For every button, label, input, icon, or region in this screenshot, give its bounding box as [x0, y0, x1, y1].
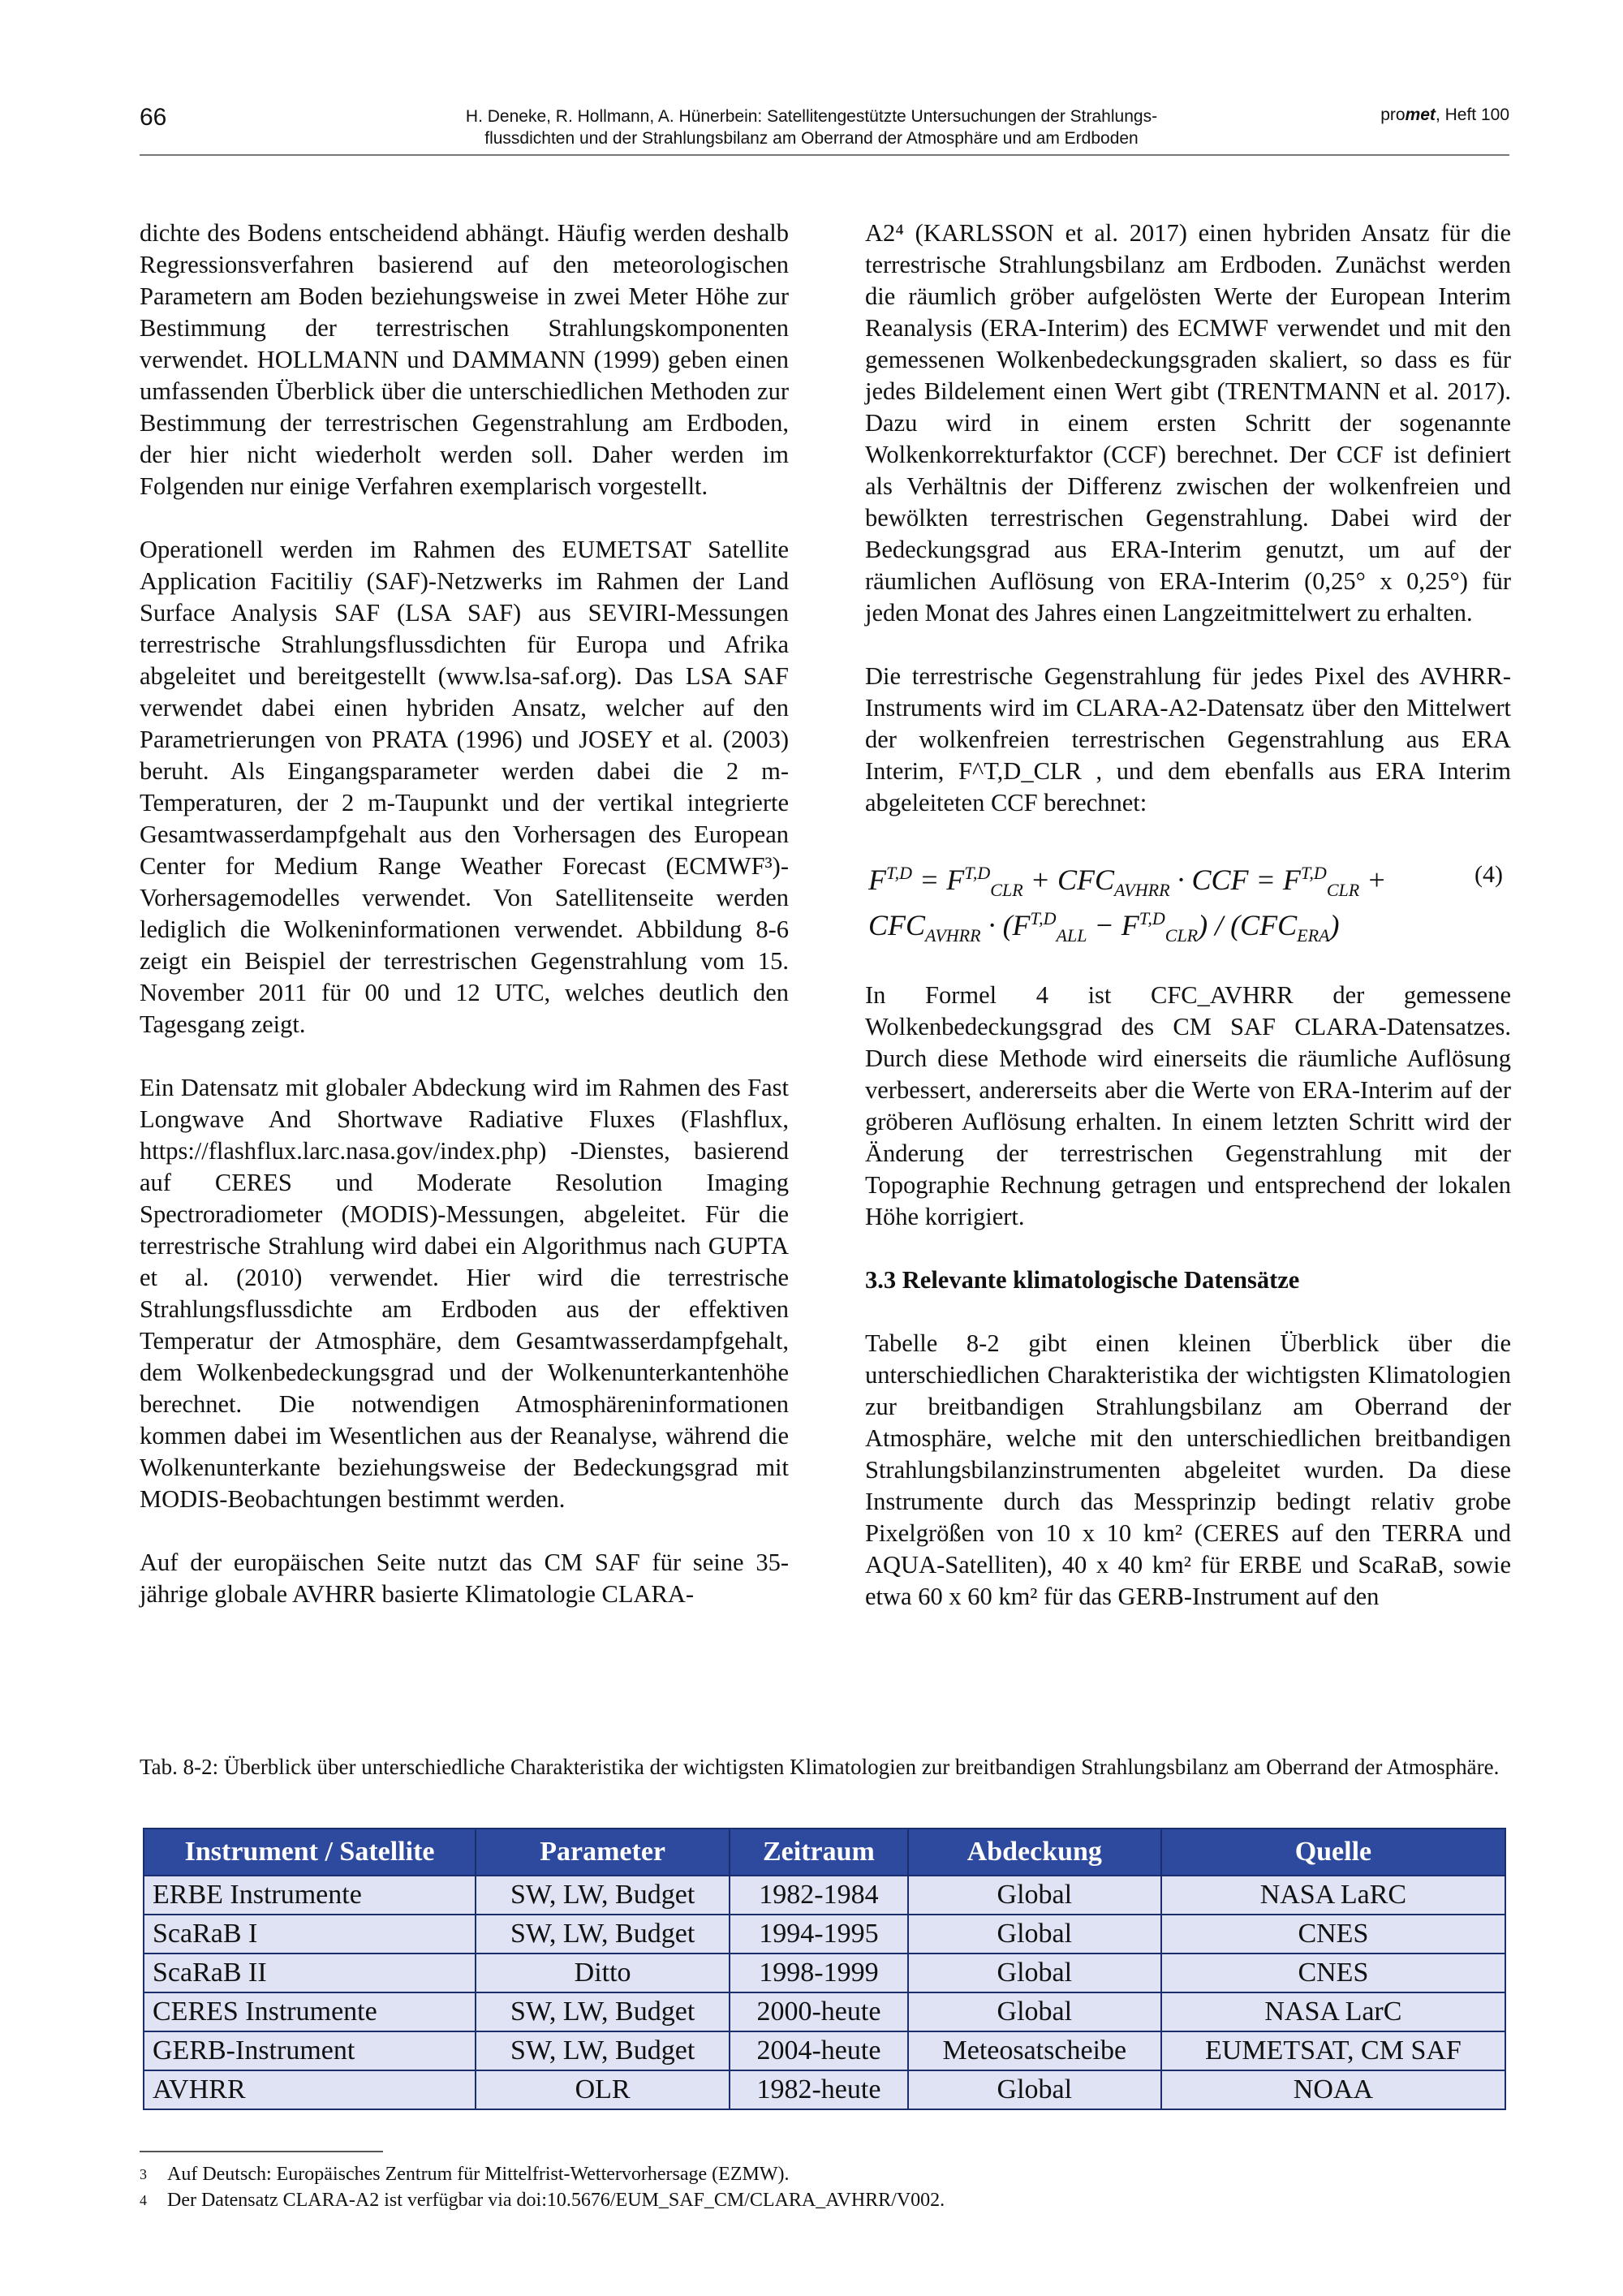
- cell-abdeckung: Global: [908, 2070, 1161, 2109]
- left-paragraph-1: dichte des Bodens entscheidend abhängt. Häufig werden deshalb Regressionsverfahren basierend auf den meteorologischen Parametern am Boden beziehungsweise in zwei Meter Höhe zur Bestimmung der terrestrischen Strahlungskomponenten verwendet. HOLLMANN und DAMMANN (1999) geben einen umfassenden Überblick über die unterschiedlichen Methoden zur Bestimmung der terrestrischen Gegenstrahlung am Erdboden, der hier nicht wiederholt werden soll. Daher werden im Folgenden nur einige Verfahren exemplarisch vorgestellt.: [140, 219, 789, 500]
- header-divider: [140, 154, 1509, 156]
- publication-pro: pro: [1380, 106, 1406, 124]
- header-zeitraum: Zeitraum: [730, 1829, 908, 1876]
- publication-name: [1380, 106, 1509, 125]
- header-abdeckung: Abdeckung: [908, 1829, 1161, 1876]
- cell-zeitraum: 1998-1999: [730, 1954, 908, 1992]
- cell-quelle: CNES: [1161, 1915, 1505, 1954]
- cell-instrument: AVHRR: [144, 2070, 476, 2109]
- cell-abdeckung: Global: [908, 1876, 1161, 1915]
- table-row: [144, 1992, 1505, 2031]
- left-paragraph-2: Operationell werden im Rahmen des EUMETSAT Satellite Application Facitiliy (SAF)-Netzwerks im Rahmen der Land Surface Analysis SAF (LSA SAF) aus SEVIRI-Messungen terrestrische Strahlungsflussdichten für Europa und Afrika abgeleitet und bereitgestellt (www.lsa-saf.org). Das LSA SAF verwendet dabei einen hybriden Ansatz, welcher auf den Parametrierungen von PRATA (1996) und JOSEY et al. (2003) beruht. Als Eingangsparameter werden dabei die 2 m-Temperaturen, der 2 m-Taupunkt und der vertikal integrierte Gesamtwasserdampfgehalt aus den Vorhersagen des European Center for Medium Range Weather Forecast (ECMWF³)-Vorhersagemodelles verwendet. Von Satellitenseite werden lediglich die Wolkeninformationen verwendet. Abbildung 8-6 zeigt ein Beispiel der terrestrischen Gegenstrahlung vom 15. November 2011 für 00 und 12 UTC, welches deutlich den Tagesgang zeigt.: [140, 536, 789, 1038]
- formula-4: [865, 851, 1511, 948]
- publication-issue: , Heft 100: [1435, 106, 1509, 124]
- cell-quelle: EUMETSAT, CM SAF: [1161, 2031, 1505, 2070]
- footnote-text: Der Datensatz CLARA-A2 ist verfügbar via doi:10.5676/EUM_SAF_CM/CLARA_AVHRR/V002.: [167, 2190, 945, 2211]
- running-title-line-1: H. Deneke, R. Hollmann, A. Hünerbein: Satellitengestützte Untersuchungen der Strahlungs-: [465, 107, 1158, 126]
- header-instrument: Instrument / Satellite: [144, 1829, 476, 1876]
- table-row: [144, 2070, 1505, 2109]
- right-paragraph-2: Die terrestrische Gegenstrahlung für jedes Pixel des AVHRR-Instruments wird im CLARA-A2-Datensatz über den Mittelwert der wolkenfreien terrestrischen Gegenstrahlung aus ERA Interim, F^T,D_CLR , und dem ebenfalls aus ERA Interim abgeleiteten CCF berechnet:: [865, 662, 1511, 816]
- footnote-text: Auf Deutsch: Europäisches Zentrum für Mittelfrist-Wettervorhersage (EZMW).: [167, 2164, 790, 2185]
- table-row: [144, 1876, 1505, 1915]
- publication-met: met: [1405, 106, 1436, 124]
- left-column: [140, 218, 789, 1642]
- cell-parameter: Ditto: [476, 1954, 730, 1992]
- cell-instrument: ScaRaB I: [144, 1915, 476, 1954]
- cell-parameter: SW, LW, Budget: [476, 1915, 730, 1954]
- right-paragraph-4: Tabelle 8-2 gibt einen kleinen Überblick über die unterschiedlichen Charakteristika der wichtigsten Klimatologien zur breitbandigen Strahlungsbilanz am Oberrand der Atmosphäre, welche mit den unterschiedlichen breitbandigen Strahlungsbilanzinstrumenten abgeleitet wurden. Da diese Instrumente durch das Messprinzip bedingt relativ grobe Pixelgrößen von 10 x 10 km² (CERES auf den TERRA und AQUA-Satelliten), 40 x 40 km² für ERBE und ScaRaB, sowie etwa 60 x 60 km² für das GERB-Instrument auf den: [865, 1329, 1511, 1610]
- table-row: [144, 2031, 1505, 2070]
- left-paragraph-4: Auf der europäischen Seite nutzt das CM SAF für seine 35-jährige globale AVHRR basierte Klimatologie CLARA-: [140, 1549, 789, 1608]
- left-paragraph-3: Ein Datensatz mit globaler Abdeckung wird im Rahmen des Fast Longwave And Shortwave Radiative Fluxes (Flashflux, https://flashflux.larc.nasa.gov/index.php) -Dienstes, basierend auf CERES und Moderate Resolution Imaging Spectroradiometer (MODIS)-Messungen, abgeleitet. Für die terrestrische Strahlung wird dabei ein Algorithmus nach GUPTA et al. (2010) verwendet. Hier wird die terrestrische Strahlungsflussdichte am Erdboden aus der effektiven Temperatur der Atmosphäre, dem Gesamtwasserdampfgehalt, dem Wolkenbedeckungsgrad und der Wolkenunterkantenhöhe berechnet. Die notwendigen Atmosphäreninformationen kommen dabei im Wesentlichen aus der Reanalyse, während die Wolkenunterkante beziehungsweise der Bedeckungsgrad mit MODIS-Beobachtungen bestimmt werden.: [140, 1074, 789, 1513]
- cell-instrument: ERBE Instrumente: [144, 1876, 476, 1915]
- header-parameter: Parameter: [476, 1829, 730, 1876]
- cell-abdeckung: Global: [908, 1954, 1161, 1992]
- footnote-mark: 3: [140, 2166, 147, 2182]
- formula-number: (4): [1474, 861, 1503, 888]
- page-number: 66: [140, 104, 167, 131]
- cell-parameter: SW, LW, Budget: [476, 1876, 730, 1915]
- table-row: [144, 1915, 1505, 1954]
- formula-line-1: $F^{T,D} = F^{T,D}_{CLR} + CFC_{AVHRR}$ · CCF = $F^{T,D}_{CLR}$ +: [868, 863, 1387, 901]
- running-title-line-2: flussdichten und der Strahlungsbilanz am Oberrand der Atmosphäre und am Erdboden: [484, 129, 1139, 148]
- right-paragraph-3: In Formel 4 ist CFC_AVHRR der gemessene Wolkenbedeckungsgrad des CM SAF CLARA-Datensatzes. Durch diese Methode wird einerseits die räumliche Auflösung verbessert, andererseits aber die Werte von ERA-Interim auf der gröberen Auflösung erhalten. In einem letzten Schritt wird der Änderung der terrestrischen Gegenstrahlung mit der Topographie Rechnung getragen und entsprechend der lokalen Höhe korrigiert.: [865, 981, 1511, 1230]
- climatology-table: [143, 1828, 1506, 2110]
- footnote-mark: 4: [140, 2192, 147, 2208]
- cell-zeitraum: 2000-heute: [730, 1992, 908, 2031]
- cell-quelle: NASA LarC: [1161, 1992, 1505, 2031]
- footnote-divider: [140, 2151, 383, 2152]
- cell-parameter: SW, LW, Budget: [476, 2031, 730, 2070]
- cell-instrument: GERB-Instrument: [144, 2031, 476, 2070]
- cell-parameter: OLR: [476, 2070, 730, 2109]
- cell-zeitraum: 1982-1984: [730, 1876, 908, 1915]
- cell-zeitraum: 1994-1995: [730, 1915, 908, 1954]
- table-caption: Tab. 8-2: Überblick über unterschiedliche Charakteristika der wichtigsten Klimatologien zur breitbandigen Strahlungsbilanz am Oberrand der Atmosphäre.: [140, 1755, 1500, 1779]
- header-quelle: Quelle: [1161, 1829, 1505, 1876]
- right-paragraph-1: A2⁴ (KARLSSON et al. 2017) einen hybriden Ansatz für die terrestrische Strahlungsbilanz am Erdboden. Zunächst werden die räumlich gröber aufgelösten Werte der European Interim Reanalysis (ERA-Interim) des ECMWF verwendet und mit den gemessenen Wolkenbedeckungsgraden skaliert, so dass es für jedes Bildelement einen Wert gibt (TRENTMANN et al. 2017). Dazu wird in einem ersten Schritt der sogenannte Wolkenkorrekturfaktor (CCF) berechnet. Der CCF ist definiert als Verhältnis der Differenz zwischen der wolkenfreien und bewölkten terrestrischen Gegenstrahlung. Dabei wird der Bedeckungsgrad aus ERA-Interim genutzt, um auf der räumlichen Auflösung von ERA-Interim (0,25° x 0,25°) für jeden Monat des Jahres einen Langzeitmittelwert zu erhalten.: [865, 219, 1511, 627]
- cell-quelle: NOAA: [1161, 2070, 1505, 2109]
- cell-zeitraum: 1982-heute: [730, 2070, 908, 2109]
- cell-instrument: CERES Instrumente: [144, 1992, 476, 2031]
- cell-zeitraum: 2004-heute: [730, 2031, 908, 2070]
- cell-quelle: CNES: [1161, 1954, 1505, 1992]
- cell-abdeckung: Meteosatscheibe: [908, 2031, 1161, 2070]
- section-heading: 3.3 Relevante klimatologische Datensätze: [865, 1266, 1300, 1294]
- cell-instrument: ScaRaB II: [144, 1954, 476, 1992]
- table-row: [144, 1954, 1505, 1992]
- table-header-row: [144, 1829, 1505, 1876]
- cell-abdeckung: Global: [908, 1992, 1161, 2031]
- cell-parameter: SW, LW, Budget: [476, 1992, 730, 2031]
- running-title: [406, 106, 1217, 149]
- footnote-3: [140, 2162, 789, 2186]
- footnote-4: [140, 2188, 945, 2212]
- formula-line-2: $CFC_{AVHRR} \cdot (F^{T,D}_{ALL} - F^{T,D}_{CLR}) / (CFC_{ERA})$: [868, 908, 1340, 946]
- cell-abdeckung: Global: [908, 1915, 1161, 1954]
- right-column: [865, 218, 1511, 1644]
- cell-quelle: NASA LaRC: [1161, 1876, 1505, 1915]
